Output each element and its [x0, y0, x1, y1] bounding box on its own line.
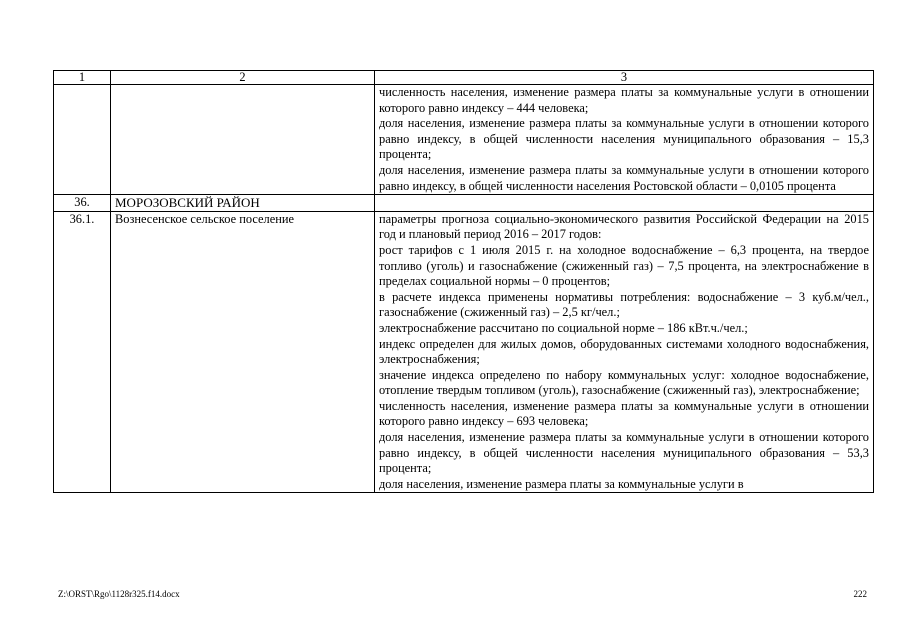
detail-paragraph: рост тарифов с 1 июля 2015 г. на холодное водоснабжение – 6,3 процента, на твердое топливо (уголь) и газоснабжение (сжиженный газ) – 7,5 процента, на электроснабжение в пределах социальной нормы – 0 процентов; — [379, 242, 869, 289]
table-row-continuation — [54, 85, 874, 195]
settlement-name: Вознесенское сельское поселение — [111, 211, 375, 493]
detail-paragraph: параметры прогноза социально-экономического развития Российской Федерации на 2015 год и плановый период 2016 – 2017 годов: — [379, 211, 869, 242]
column-number-2: 2 — [111, 71, 375, 85]
column-number-3: 3 — [375, 71, 874, 85]
table-header-row — [54, 71, 874, 85]
settlement-details — [375, 211, 874, 493]
settlement-number: 36.1. — [54, 211, 111, 493]
page-number: 222 — [853, 589, 867, 599]
detail-paragraph: доля населения, изменение размера платы за коммунальные услуги в отношении которого равно индексу, в общей численности населения муниципального образования – 15,3 процента; — [379, 116, 869, 162]
detail-paragraph: доля населения, изменение размера платы за коммунальные услуги в отношении которого равно индексу, в общей численности населения муниципального образования – 53,3 процента; — [379, 430, 869, 476]
detail-paragraph: индекс определен для жилых домов, оборудованных системами холодного водоснабжения, электроснабжения; — [379, 336, 869, 367]
row-number — [54, 85, 111, 195]
row-details — [375, 85, 874, 195]
row-name — [111, 85, 375, 195]
document-table — [53, 70, 874, 493]
detail-paragraph: значение индекса определено по набору коммунальных услуг: холодное водоснабжение, отопление твердым топливом (уголь), газоснабжение (сжиженный газ), электроснабжение; — [379, 367, 869, 398]
detail-paragraph: электроснабжение рассчитано по социальной норме – 186 кВт.ч./чел.; — [379, 320, 748, 335]
detail-paragraph: в расчете индекса применены нормативы потребления: водоснабжение – 3 куб.м/чел., газоснабжение (сжиженный газ) – 2,5 кг/чел.; — [379, 289, 869, 320]
column-number-1: 1 — [54, 71, 111, 85]
district-name: МОРОЗОВСКИЙ РАЙОН — [111, 195, 375, 212]
district-details-empty — [375, 195, 874, 212]
detail-paragraph: численность населения, изменение размера платы за коммунальные услуги в отношении которого равно индексу – 693 человека; — [379, 398, 869, 429]
district-number: 36. — [54, 195, 111, 212]
detail-paragraph: доля населения, изменение размера платы за коммунальные услуги в отношении которого равно индексу, в общей численности населения Ростовской области – 0,0105 процента — [379, 162, 869, 193]
detail-paragraph: численность населения, изменение размера платы за коммунальные услуги в отношении которого равно индексу – 444 человека; — [379, 85, 869, 115]
table-row-district — [54, 195, 874, 212]
footer-file-path: Z:\ORST\Rgo\1128r325.f14.docx — [58, 589, 180, 599]
detail-paragraph: доля населения, изменение размера платы за коммунальные услуги в — [379, 476, 744, 491]
table-row-settlement — [54, 211, 874, 493]
